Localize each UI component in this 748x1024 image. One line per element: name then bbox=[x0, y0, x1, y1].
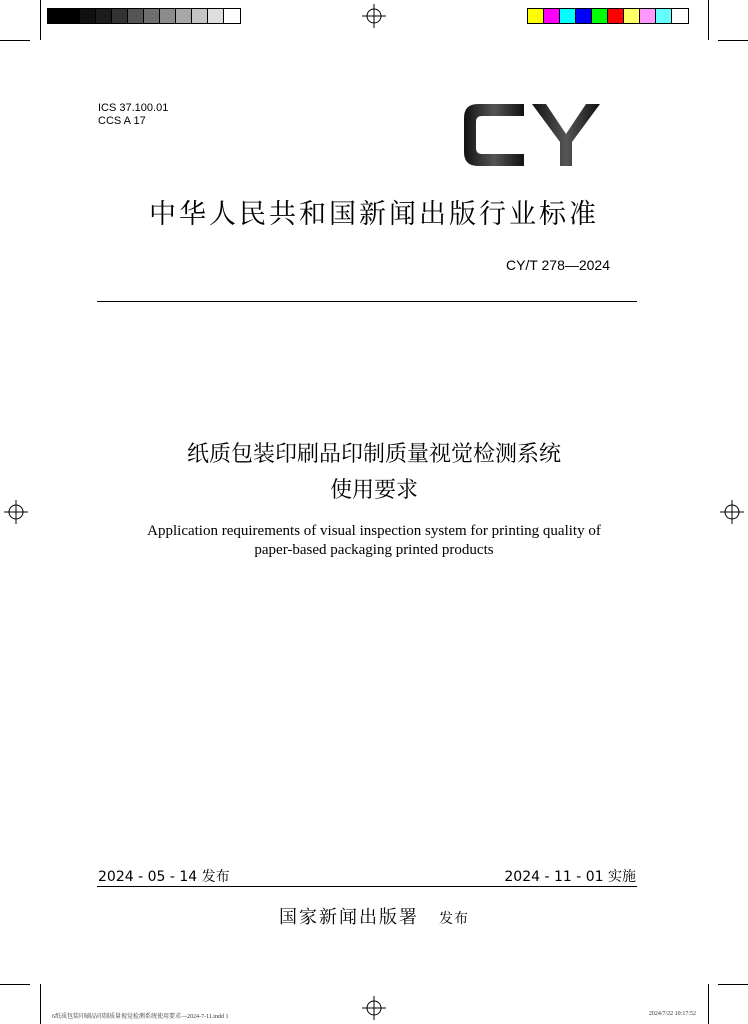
registration-crosshair-icon bbox=[362, 996, 386, 1020]
color-swatch bbox=[528, 9, 544, 23]
title-english-line-1: Application requirements of visual inspection system for printing quality of bbox=[147, 523, 601, 539]
gray-swatch bbox=[208, 9, 224, 23]
print-slug-filename: 6纸质包装印刷品印制质量视觉检测系统使用要求—2024-7-11.indd 1 bbox=[52, 1014, 229, 1020]
color-swatch bbox=[576, 9, 592, 23]
gray-swatch bbox=[176, 9, 192, 23]
standard-number: CY/T 278—2024 bbox=[505, 257, 610, 273]
crop-mark bbox=[0, 984, 30, 985]
ics-code: ICS 37.100.01 bbox=[98, 102, 169, 114]
title-english-line-2: paper-based packaging printed products bbox=[254, 542, 494, 558]
color-registration-strip bbox=[527, 8, 689, 24]
grayscale-registration-strip bbox=[47, 8, 241, 24]
crop-mark bbox=[708, 984, 709, 1024]
print-slug-timestamp: 2024/7/22 10:17:52 bbox=[648, 1011, 696, 1017]
gray-swatch bbox=[192, 9, 208, 23]
header-divider bbox=[97, 301, 637, 302]
issuer-action: 发布 bbox=[439, 911, 469, 927]
ccs-code: CCS A 17 bbox=[98, 115, 146, 127]
color-swatch bbox=[560, 9, 576, 23]
color-swatch bbox=[608, 9, 624, 23]
color-swatch bbox=[640, 9, 656, 23]
classification-codes bbox=[98, 102, 168, 128]
gray-swatch bbox=[80, 9, 96, 23]
crop-mark bbox=[40, 0, 41, 40]
issuing-organization-heading: 中华人民共和国新闻出版行业标准 bbox=[149, 199, 599, 230]
gray-swatch bbox=[64, 9, 80, 23]
cy-logo bbox=[462, 98, 602, 172]
title-chinese-line-2: 使用要求 bbox=[329, 478, 418, 503]
gray-swatch bbox=[128, 9, 144, 23]
crop-mark bbox=[718, 40, 748, 41]
crop-mark bbox=[708, 0, 709, 40]
color-swatch bbox=[544, 9, 560, 23]
gray-swatch bbox=[48, 9, 64, 23]
gray-swatch bbox=[96, 9, 112, 23]
title-chinese-line-1: 纸质包装印刷品印制质量视觉检测系统 bbox=[186, 442, 561, 467]
gray-swatch bbox=[112, 9, 128, 23]
gray-swatch bbox=[144, 9, 160, 23]
crop-mark bbox=[40, 984, 41, 1024]
gray-swatch bbox=[224, 9, 240, 23]
color-swatch bbox=[592, 9, 608, 23]
crop-mark bbox=[718, 984, 748, 985]
issuer-line bbox=[0, 903, 748, 929]
crop-mark bbox=[0, 40, 30, 41]
implementation-date: 2024 - 11 - 01 实施 bbox=[504, 869, 636, 885]
color-swatch bbox=[656, 9, 672, 23]
color-swatch bbox=[624, 9, 640, 23]
registration-crosshair-icon bbox=[362, 4, 386, 28]
gray-swatch bbox=[160, 9, 176, 23]
issuer-name: 国家新闻出版署 bbox=[279, 907, 419, 928]
release-date: 2024 - 05 - 14 发布 bbox=[98, 869, 230, 885]
color-swatch bbox=[672, 9, 688, 23]
footer-divider bbox=[97, 886, 637, 887]
